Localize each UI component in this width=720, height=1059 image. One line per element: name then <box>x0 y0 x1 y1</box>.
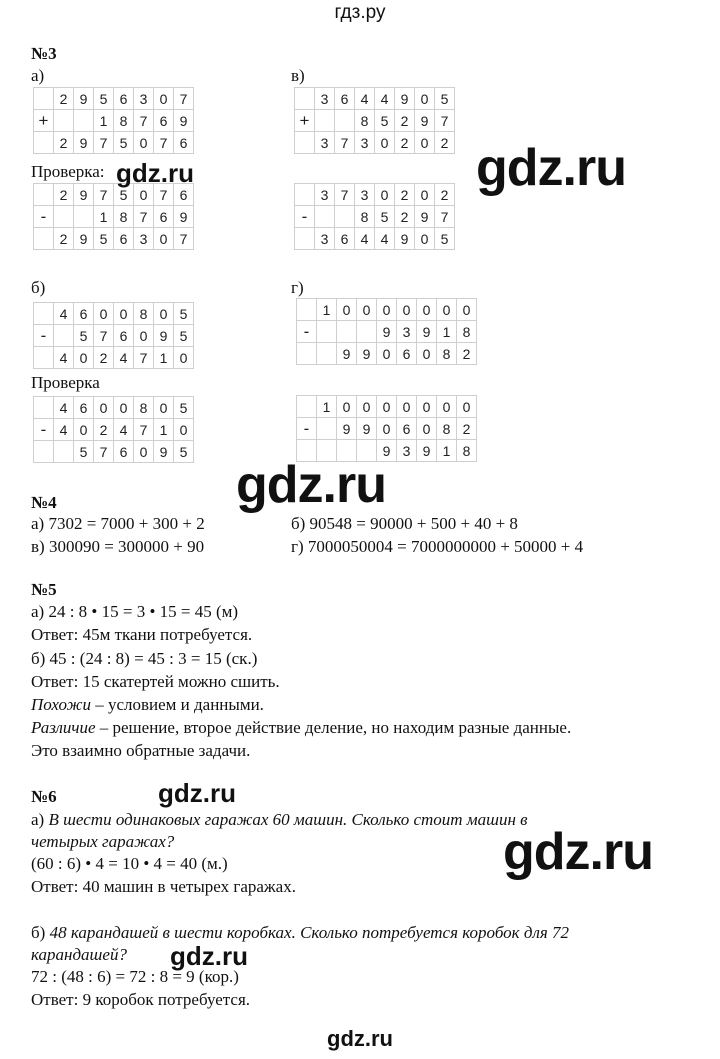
digit-cell: 5 <box>114 132 134 154</box>
task6-b-question-2 <box>31 945 127 965</box>
operator-cell: - <box>34 419 54 441</box>
task3-b-label: б) <box>31 278 46 297</box>
digit-cell: 6 <box>174 184 194 206</box>
digit-cell: 0 <box>417 418 437 440</box>
digit-cell: 9 <box>74 228 94 250</box>
task6-b-answer: Ответ: 9 коробок потребуется. <box>31 990 251 1009</box>
digit-cell: 6 <box>335 88 355 110</box>
digit-cell: 6 <box>174 132 194 154</box>
digit-cell: 0 <box>377 299 397 321</box>
digit-cell: 0 <box>415 88 435 110</box>
digit-cell: 0 <box>134 325 154 347</box>
digit-cell: 8 <box>355 206 375 228</box>
digit-cell: 2 <box>395 206 415 228</box>
digit-cell: 8 <box>437 343 457 365</box>
digit-cell: 9 <box>377 440 397 462</box>
operator-cell: + <box>295 110 315 132</box>
digit-cell: 1 <box>94 206 114 228</box>
site-header: гдз.ру <box>334 2 386 23</box>
task5-line3: б) 45 : (24 : 8) = 45 : 3 = 15 (ск.) <box>31 649 258 668</box>
grid-row <box>34 110 194 132</box>
task4-v: в) 300090 = 300000 + 90 <box>31 537 205 556</box>
digit-cell: 9 <box>417 321 437 343</box>
digit-cell: 4 <box>355 88 375 110</box>
operator-cell: + <box>34 110 54 132</box>
digit-cell: 9 <box>337 343 357 365</box>
digit-cell <box>317 418 337 440</box>
digit-cell: 7 <box>435 110 455 132</box>
digit-cell: 0 <box>337 396 357 418</box>
digit-cell: 9 <box>415 110 435 132</box>
operator-cell <box>295 228 315 250</box>
digit-cell: 0 <box>397 299 417 321</box>
digit-cell: 5 <box>375 110 395 132</box>
digit-cell: 0 <box>94 303 114 325</box>
digit-cell: 1 <box>437 321 457 343</box>
digit-cell: 9 <box>415 206 435 228</box>
task6-a-question-1 <box>31 810 528 830</box>
digit-cell: 6 <box>114 228 134 250</box>
digit-cell: 9 <box>174 206 194 228</box>
digit-cell: 5 <box>174 325 194 347</box>
digit-cell: 0 <box>154 303 174 325</box>
operator-cell <box>297 343 317 365</box>
digit-cell: 7 <box>154 132 174 154</box>
grid-a <box>33 87 194 154</box>
digit-cell: 1 <box>317 396 337 418</box>
digit-cell: 9 <box>417 440 437 462</box>
digit-cell: 0 <box>357 299 377 321</box>
task6-title: №6 <box>31 787 57 806</box>
site-footer: gdz.ru <box>327 1026 393 1051</box>
task6-a-prefix: а) <box>31 810 49 829</box>
operator-cell <box>34 228 54 250</box>
digit-cell: 0 <box>174 347 194 369</box>
digit-cell: 9 <box>377 321 397 343</box>
operator-cell <box>34 397 54 419</box>
digit-cell: 4 <box>114 419 134 441</box>
digit-cell: 6 <box>397 418 417 440</box>
digit-cell: 7 <box>94 441 114 463</box>
digit-cell: 4 <box>355 228 375 250</box>
grid-row <box>34 419 194 441</box>
digit-cell <box>315 110 335 132</box>
task6-a-question-cont: четырых гаражах? <box>31 832 175 851</box>
task5-line1: а) 24 : 8 • 15 = 3 • 15 = 45 (м) <box>31 602 239 621</box>
digit-cell: 9 <box>174 110 194 132</box>
watermark-gdz: gdz.ru <box>503 823 653 881</box>
digit-cell: 0 <box>154 88 174 110</box>
task5-difference-text: – решение, второе действие деление, но находим разные данные. <box>95 718 572 737</box>
digit-cell: 0 <box>417 343 437 365</box>
digit-cell: 0 <box>174 419 194 441</box>
digit-cell: 8 <box>134 303 154 325</box>
digit-cell: 2 <box>54 88 74 110</box>
digit-cell: 0 <box>134 184 154 206</box>
digit-cell: 8 <box>134 397 154 419</box>
digit-cell: 5 <box>174 397 194 419</box>
operator-cell <box>34 303 54 325</box>
digit-cell: 0 <box>154 228 174 250</box>
digit-cell: 0 <box>134 132 154 154</box>
digit-cell: 7 <box>94 132 114 154</box>
digit-cell: 1 <box>317 299 337 321</box>
operator-cell: - <box>297 321 317 343</box>
grid-a-check <box>33 183 194 250</box>
grid-row <box>34 228 194 250</box>
digit-cell: 7 <box>335 132 355 154</box>
digit-cell: 6 <box>397 343 417 365</box>
digit-cell: 3 <box>315 184 335 206</box>
task6-a-answer: Ответ: 40 машин в четырех гаражах. <box>31 877 296 896</box>
digit-cell: 5 <box>435 228 455 250</box>
grid-g <box>296 298 477 365</box>
task6-b-solution: 72 : (48 : 6) = 72 : 8 = 9 (кор.) <box>31 967 239 986</box>
digit-cell: 9 <box>337 418 357 440</box>
digit-cell: 3 <box>397 440 417 462</box>
digit-cell: 8 <box>114 110 134 132</box>
digit-cell: 9 <box>74 88 94 110</box>
operator-cell: - <box>295 206 315 228</box>
watermark-gdz: gdz.ru <box>158 778 236 808</box>
task5-line2: Ответ: 45м ткани потребуется. <box>31 625 253 644</box>
task6-b-question-cont: карандашей? <box>31 945 127 964</box>
digit-cell: 2 <box>457 418 477 440</box>
task4-g: г) 7000050004 = 7000000000 + 50000 + 4 <box>291 537 584 556</box>
digit-cell: 3 <box>134 228 154 250</box>
digit-cell: 0 <box>154 397 174 419</box>
grid-row <box>34 206 194 228</box>
operator-cell <box>295 184 315 206</box>
digit-cell: 5 <box>74 441 94 463</box>
task3-check-label-a: Проверка: <box>31 162 105 181</box>
digit-cell: 7 <box>134 347 154 369</box>
grid-row <box>297 343 477 365</box>
task3-check-label-b: Проверка <box>31 373 100 392</box>
digit-cell: 5 <box>94 228 114 250</box>
digit-cell: 2 <box>435 184 455 206</box>
digit-cell: 5 <box>74 325 94 347</box>
task3-a-label: а) <box>31 66 45 85</box>
digit-cell: 0 <box>375 184 395 206</box>
digit-cell: 6 <box>335 228 355 250</box>
grid-v <box>294 87 455 154</box>
digit-cell: 2 <box>94 347 114 369</box>
digit-cell: 6 <box>114 88 134 110</box>
digit-cell: 3 <box>315 228 335 250</box>
digit-cell: 6 <box>74 397 94 419</box>
digit-cell: 0 <box>94 397 114 419</box>
operator-cell <box>297 396 317 418</box>
digit-cell <box>315 206 335 228</box>
digit-cell: 5 <box>174 303 194 325</box>
digit-cell: 1 <box>94 110 114 132</box>
grid-row <box>295 88 455 110</box>
digit-cell: 6 <box>74 303 94 325</box>
digit-cell: 9 <box>154 325 174 347</box>
digit-cell <box>74 110 94 132</box>
digit-cell: 7 <box>154 184 174 206</box>
operator-cell <box>297 299 317 321</box>
digit-cell: 2 <box>54 132 74 154</box>
digit-cell: 1 <box>437 440 457 462</box>
digit-cell: 0 <box>377 343 397 365</box>
digit-cell: 0 <box>397 396 417 418</box>
grid-row <box>295 184 455 206</box>
digit-cell: 2 <box>435 132 455 154</box>
watermark-gdz: gdz.ru <box>116 158 194 188</box>
digit-cell <box>317 343 337 365</box>
task5-similar-text: – условием и данными. <box>90 695 264 714</box>
digit-cell: 0 <box>377 396 397 418</box>
digit-cell: 4 <box>375 88 395 110</box>
digit-cell: 4 <box>375 228 395 250</box>
operator-cell: - <box>297 418 317 440</box>
task4-a: а) 7302 = 7000 + 300 + 2 <box>31 514 205 533</box>
digit-cell: 0 <box>337 299 357 321</box>
digit-cell <box>337 321 357 343</box>
grid-row <box>295 228 455 250</box>
task3-title: №3 <box>31 44 57 63</box>
grid-row <box>34 325 194 347</box>
digit-cell: 4 <box>114 347 134 369</box>
digit-cell: 6 <box>114 325 134 347</box>
digit-cell: 9 <box>395 228 415 250</box>
digit-cell: 0 <box>114 397 134 419</box>
digit-cell: 7 <box>94 325 114 347</box>
operator-cell <box>34 184 54 206</box>
digit-cell: 2 <box>395 132 415 154</box>
grid-row <box>34 88 194 110</box>
digit-cell <box>357 321 377 343</box>
digit-cell: 0 <box>415 184 435 206</box>
digit-cell: 0 <box>457 299 477 321</box>
digit-cell: 0 <box>417 299 437 321</box>
grid-row <box>297 418 477 440</box>
digit-cell: 8 <box>457 321 477 343</box>
task5-line4: Ответ: 15 скатертей можно сшить. <box>31 672 280 691</box>
grid-b <box>33 302 194 369</box>
digit-cell: 1 <box>154 347 174 369</box>
digit-cell: 3 <box>355 184 375 206</box>
grid-row <box>34 441 194 463</box>
digit-cell: 6 <box>114 441 134 463</box>
digit-cell: 0 <box>415 132 435 154</box>
digit-cell: 7 <box>134 110 154 132</box>
task6-a-question-2 <box>31 832 174 852</box>
digit-cell <box>335 110 355 132</box>
digit-cell: 9 <box>395 88 415 110</box>
operator-cell <box>295 88 315 110</box>
digit-cell: 4 <box>54 397 74 419</box>
digit-cell: 9 <box>74 132 94 154</box>
digit-cell: 2 <box>395 184 415 206</box>
task5-line5 <box>31 695 264 715</box>
operator-cell <box>34 441 54 463</box>
digit-cell: 0 <box>357 396 377 418</box>
grid-v-check <box>294 183 455 250</box>
digit-cell: 5 <box>94 88 114 110</box>
digit-cell: 7 <box>134 206 154 228</box>
digit-cell: 3 <box>134 88 154 110</box>
operator-cell <box>34 132 54 154</box>
grid-row <box>295 206 455 228</box>
grid-g-check <box>296 395 477 462</box>
digit-cell <box>74 206 94 228</box>
digit-cell: 5 <box>375 206 395 228</box>
digit-cell: 2 <box>395 110 415 132</box>
digit-cell: 9 <box>357 343 377 365</box>
grid-row <box>34 132 194 154</box>
task6-b-question-text: 48 карандашей в шести коробках. Сколько потребуется коробок для 72 <box>49 923 570 942</box>
digit-cell: 5 <box>114 184 134 206</box>
digit-cell: 3 <box>315 132 335 154</box>
digit-cell <box>54 441 74 463</box>
watermark-gdz: gdz.ru <box>170 941 248 971</box>
grid-row <box>34 303 194 325</box>
task5-line7: Это взаимно обратные задачи. <box>31 741 251 760</box>
watermark-gdz: gdz.ru <box>236 456 386 514</box>
digit-cell: 0 <box>415 228 435 250</box>
digit-cell: 4 <box>54 347 74 369</box>
digit-cell: 7 <box>134 419 154 441</box>
digit-cell <box>317 321 337 343</box>
task6-a-question-text: В шести одинаковых гаражах 60 машин. Сколько стоит машин в <box>48 810 528 829</box>
operator-cell <box>34 88 54 110</box>
grid-b-check <box>33 396 194 463</box>
digit-cell: 3 <box>355 132 375 154</box>
task6-b-prefix: б) <box>31 923 50 942</box>
watermark-gdz: gdz.ru <box>476 139 626 197</box>
operator-cell <box>295 132 315 154</box>
digit-cell: 9 <box>154 441 174 463</box>
digit-cell: 4 <box>54 303 74 325</box>
digit-cell: 8 <box>437 418 457 440</box>
digit-cell <box>54 325 74 347</box>
task5-difference-term: Различие <box>31 718 96 737</box>
grid-row <box>34 397 194 419</box>
grid-row <box>297 321 477 343</box>
task4-title: №4 <box>31 493 57 512</box>
task5-title: №5 <box>31 580 57 599</box>
grid-row <box>295 110 455 132</box>
digit-cell: 0 <box>375 132 395 154</box>
digit-cell: 7 <box>94 184 114 206</box>
digit-cell <box>335 206 355 228</box>
task3-g-label: г) <box>291 278 304 297</box>
grid-row <box>295 132 455 154</box>
task5-similar-term: Похожи <box>31 695 91 714</box>
digit-cell: 0 <box>74 419 94 441</box>
operator-cell: - <box>34 206 54 228</box>
digit-cell: 7 <box>335 184 355 206</box>
digit-cell: 6 <box>154 110 174 132</box>
digit-cell: 1 <box>154 419 174 441</box>
digit-cell: 2 <box>94 419 114 441</box>
digit-cell: 8 <box>114 206 134 228</box>
digit-cell: 6 <box>154 206 174 228</box>
digit-cell: 5 <box>435 88 455 110</box>
digit-cell: 8 <box>355 110 375 132</box>
digit-cell <box>54 206 74 228</box>
digit-cell: 7 <box>174 88 194 110</box>
operator-cell: - <box>34 325 54 347</box>
operator-cell <box>34 347 54 369</box>
digit-cell: 0 <box>457 396 477 418</box>
grid-row <box>34 347 194 369</box>
grid-row <box>297 299 477 321</box>
digit-cell: 0 <box>417 396 437 418</box>
digit-cell: 0 <box>134 441 154 463</box>
digit-cell: 0 <box>377 418 397 440</box>
digit-cell: 0 <box>437 299 457 321</box>
task3-v-label: в) <box>291 66 305 85</box>
task6-b-question-1 <box>31 923 569 943</box>
digit-cell: 7 <box>435 206 455 228</box>
digit-cell: 0 <box>74 347 94 369</box>
digit-cell: 8 <box>457 440 477 462</box>
task6-a-solution: (60 : 6) • 4 = 10 • 4 = 40 (м.) <box>31 854 228 873</box>
digit-cell: 3 <box>397 321 417 343</box>
digit-cell: 2 <box>54 184 74 206</box>
digit-cell: 0 <box>437 396 457 418</box>
task4-b: б) 90548 = 90000 + 500 + 40 + 8 <box>291 514 518 533</box>
grid-row <box>297 396 477 418</box>
digit-cell: 2 <box>457 343 477 365</box>
digit-cell: 5 <box>174 441 194 463</box>
digit-cell: 7 <box>174 228 194 250</box>
digit-cell: 9 <box>74 184 94 206</box>
digit-cell: 2 <box>54 228 74 250</box>
digit-cell <box>54 110 74 132</box>
digit-cell: 0 <box>114 303 134 325</box>
digit-cell: 4 <box>54 419 74 441</box>
digit-cell: 9 <box>357 418 377 440</box>
task5-line6 <box>31 718 571 738</box>
digit-cell: 3 <box>315 88 335 110</box>
